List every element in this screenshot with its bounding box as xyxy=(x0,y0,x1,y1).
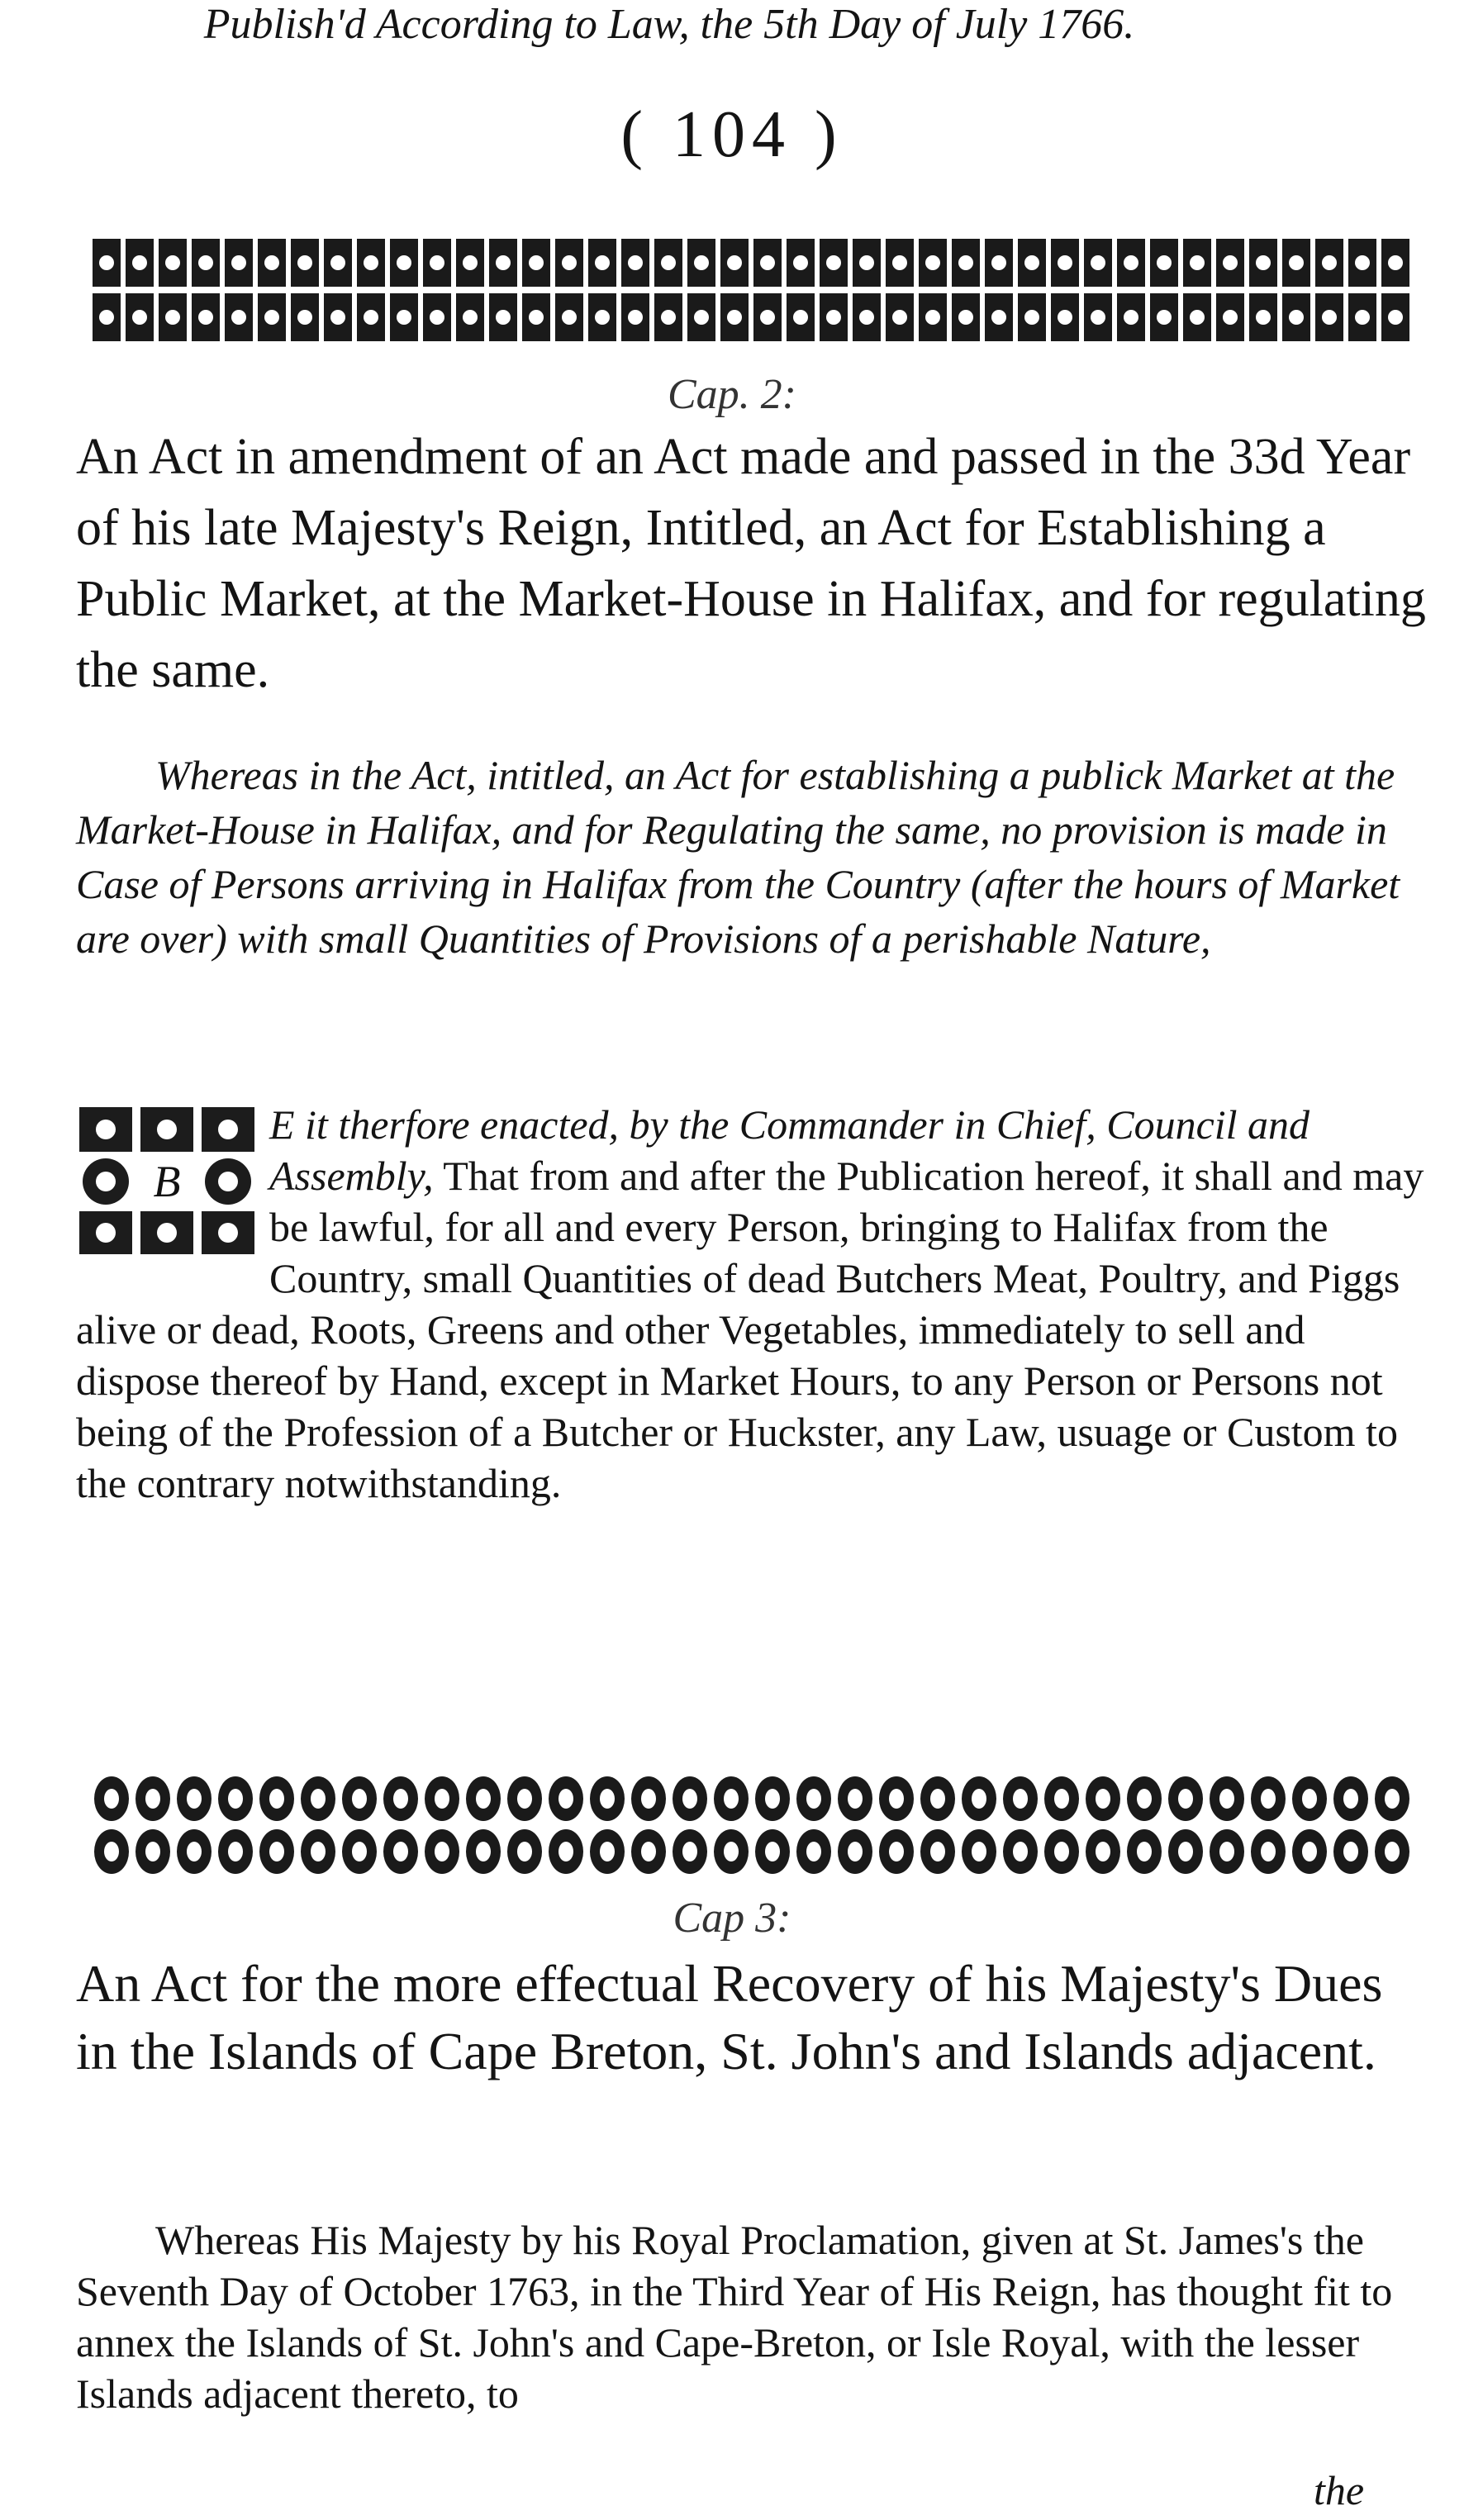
ornament-band-icon xyxy=(91,235,1421,343)
act-two-preamble xyxy=(76,2214,1431,2419)
act-one-preamble xyxy=(76,748,1431,966)
chapter-heading-cap-2: Cap. 2: xyxy=(668,371,796,418)
act-one-enacting-clause xyxy=(76,1099,1431,1509)
decorated-initial-icon xyxy=(76,1104,258,1258)
page-number: ( 104 ) xyxy=(620,98,844,171)
act-one-title-text: An Act in amendment of an Act made and passed in the 33d Year of his late Majesty's Reign, Intitled, an Act for Establishing a Public Market, at the Market-House in Halifax, and for regulating the same. xyxy=(76,429,1426,698)
act-two-title xyxy=(76,1950,1431,2085)
printer-fleuron-band-top xyxy=(91,235,1421,343)
enacting-body: That from and after the Publication hereof, it shall and may be lawful, for all and every Person, bringing to Halifax from the Country, small Quantities of dead Butchers Meat, Poultry, and Piggs alive or dead, Roots, Greens and other Vegetables, immediately to sell and dispose thereof by Hand, except in Market Hours, to any Person or Persons not being of the Profession of a Butcher or Huckster, any Law, usuage or Custom to the contrary notwithstanding. xyxy=(76,1153,1424,1506)
printer-fleuron-band-middle xyxy=(91,1772,1421,1880)
chapter-heading-cap-3: Cap 3: xyxy=(673,1895,791,1942)
initial-letter-glyph: B xyxy=(153,1157,181,1206)
act-one-preamble-text: Whereas in the Act, intitled, an Act for establishing a publick Market at the Market-House in Halifax, and for Regulating the same, no provision is made in Case of Persons arriving in Halifax from the Country (after the hours of Market are over) with small Quantities of Provisions of a perishable Nature, xyxy=(76,752,1400,962)
act-one-enacting-text xyxy=(76,1099,1431,1509)
catchword: the xyxy=(1314,2467,1365,2513)
publication-note: Publish'd According to Law, the 5th Day of July 1766. xyxy=(203,1,1135,48)
ornament-band-icon xyxy=(91,1772,1421,1880)
act-two-title-text: An Act for the more effectual Recovery of his Majesty's Dues in the Islands of Cape Breton, St. John's and Islands adjacent. xyxy=(76,1954,1383,2080)
enacting-lead: E it therfore enacted, by the Commander in Chief, Council and Assembly, xyxy=(269,1101,1310,1199)
decorated-initial-letter xyxy=(76,1104,258,1258)
act-one-title xyxy=(76,421,1431,706)
act-two-preamble-text: Whereas His Majesty by his Royal Proclamation, given at St. James's the Seventh Day of October 1763, in the Third Year of His Reign, has thought fit to annex the Islands of St. John's and Cape-Breton, or Isle Royal, with the lesser Islands adjacent thereto, to xyxy=(76,2217,1393,2417)
